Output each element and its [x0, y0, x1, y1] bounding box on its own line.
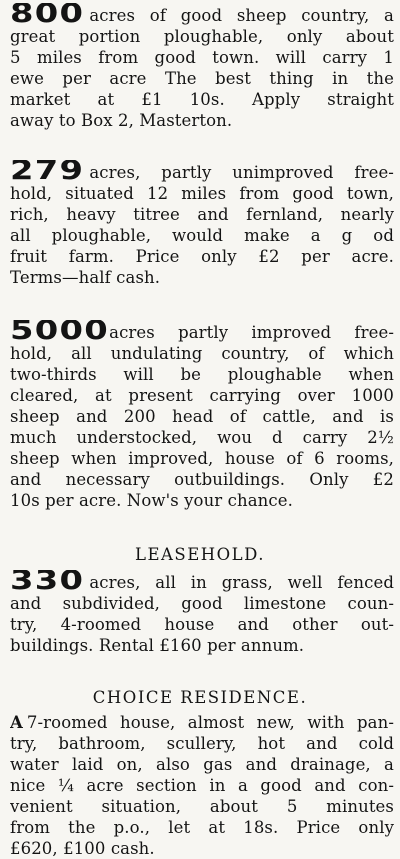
ad-line: rich, heavy titree and fernland, nearly [10, 205, 394, 224]
ad-line: 800 acres of good sheep country, a [10, 3, 394, 26]
ad-line: nice ¼ acre section in a good and con- [10, 776, 394, 795]
ad-line: £620, £100 cash. [10, 839, 155, 858]
lot-size: 279 [10, 160, 85, 183]
ad-line: 279 acres, partly unimproved free- [10, 160, 394, 183]
ad-line: 5 miles from good town. will carry 1 [10, 48, 394, 67]
ad-line: hold, situated 12 miles from good town, [10, 184, 394, 203]
ad-line: away to Box 2, Masterton. [10, 111, 233, 130]
lot-size: 5000 [10, 320, 109, 343]
ad-800-acres [10, 3, 394, 131]
ad-line: try, bathroom, scullery, hot and cold [10, 734, 394, 753]
ad-line: 10s per acre. Now's your chance. [10, 491, 293, 510]
ad-choice-residence [10, 712, 394, 859]
ad-line: hold, all undulating country, of which [10, 344, 394, 363]
ad-line: two-thirds will be ploughable when [10, 365, 394, 384]
lot-size: 330 [10, 570, 85, 593]
ad-5000-acres [10, 320, 394, 511]
ad-line: buildings. Rental £160 per annum. [10, 636, 305, 655]
ad-line: sheep when improved, house of 6 rooms, [10, 449, 394, 468]
ad-line: A 7-roomed house, almost new, with pan- [10, 713, 394, 732]
ad-line: cleared, at present carrying over 1000 [10, 386, 394, 405]
ad-330-acres [10, 570, 394, 656]
ad-line: all ploughable, would make a g od [10, 226, 394, 245]
ad-line: Terms—half cash. [10, 268, 161, 287]
ad-line: 5000acres partly improved free- [10, 320, 394, 343]
ad-line: ewe per acre The best thing in the [10, 69, 394, 88]
ad-line: market at £1 10s. Apply straight [10, 90, 394, 109]
ad-line: fruit farm. Price only £2 per acre. [10, 247, 394, 266]
ad-line: much understocked, wou d carry 2½ [10, 428, 394, 447]
lead-letter: A [10, 713, 23, 732]
section-heading-choice-residence: CHOICE RESIDENCE. [92, 688, 308, 707]
ad-line: sheep and 200 head of cattle, and is [10, 407, 394, 426]
ad-279-acres [10, 160, 394, 288]
ad-line: venient situation, about 5 minutes [10, 797, 394, 816]
ad-line: water laid on, also gas and drainage, a [10, 755, 394, 774]
section-heading-leasehold: LEASEHOLD. [134, 545, 266, 564]
ad-line: great portion ploughable, only about [10, 27, 394, 46]
ad-line: from the p.o., let at 18s. Price only [10, 818, 394, 837]
ad-line: try, 4-roomed house and other out- [10, 615, 394, 634]
ad-line: and necessary outbuildings. Only £2 [10, 470, 394, 489]
ad-line: 330 acres, all in grass, well fenced [10, 570, 394, 593]
lot-size: 800 [10, 3, 85, 26]
ad-line: and subdivided, good limestone coun- [10, 594, 394, 613]
